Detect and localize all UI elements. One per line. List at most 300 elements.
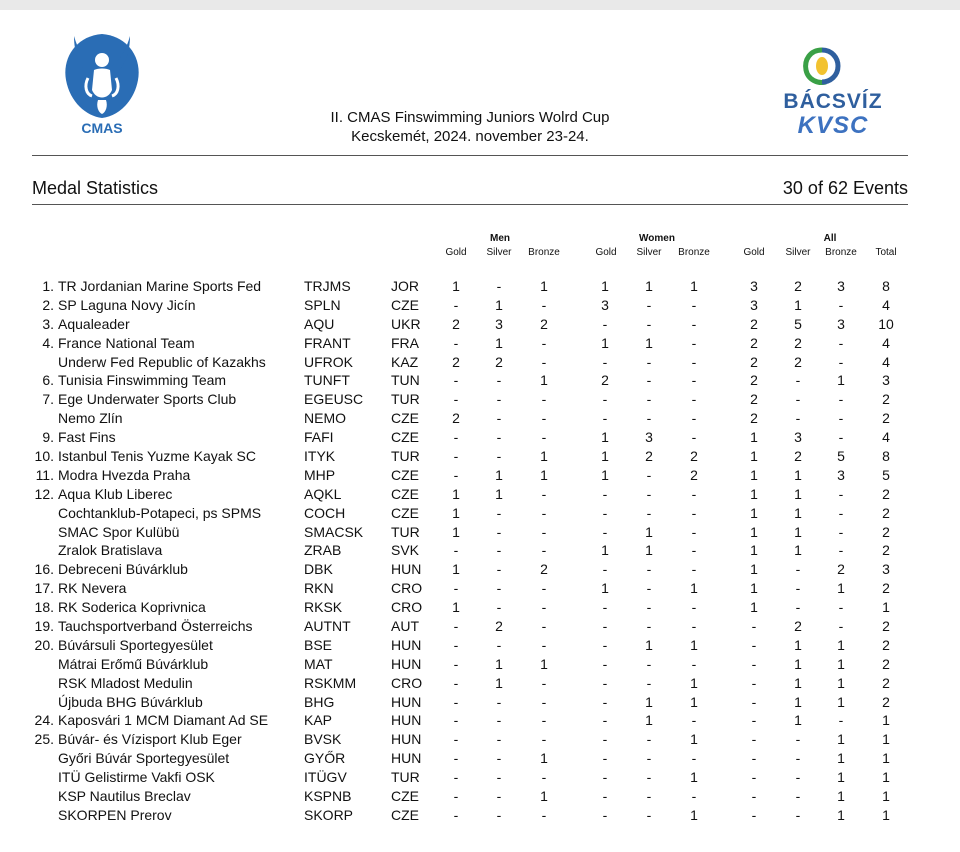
all-gold-cell: 2 xyxy=(750,334,758,351)
men-gold-cell: - xyxy=(453,769,459,786)
table-row xyxy=(0,693,960,712)
men-bronze-cell: - xyxy=(541,410,547,427)
all-bronze-cell: - xyxy=(838,334,844,351)
men-gold-cell: - xyxy=(453,466,459,483)
all-bronze-cell: 1 xyxy=(837,372,845,389)
men-gold-cell: - xyxy=(453,429,459,446)
men-silver-cell: - xyxy=(496,504,502,521)
total-cell: 1 xyxy=(882,769,890,786)
total-cell: 1 xyxy=(882,806,890,823)
all-silver-cell: - xyxy=(795,580,801,597)
men-bronze-cell: - xyxy=(541,542,547,559)
club-code-cell: SKORP xyxy=(304,806,354,823)
men-gold-cell: - xyxy=(453,448,459,465)
women-silver-cell: 1 xyxy=(645,523,653,540)
rank-cell: 2. xyxy=(42,296,54,313)
all-bronze-cell: 3 xyxy=(837,278,845,294)
bacsviz-text: BÁCSVÍZ xyxy=(783,90,883,113)
nation-cell: HUN xyxy=(391,561,422,578)
nation-cell: AUT xyxy=(391,618,419,635)
all-silver-cell: - xyxy=(795,769,801,786)
all-gold-cell: 2 xyxy=(750,391,758,408)
all-gold-cell: 1 xyxy=(750,504,758,521)
club-code-cell: RKN xyxy=(304,580,334,597)
table-row xyxy=(0,787,960,806)
club-name-cell: Nemo Zlín xyxy=(58,410,123,427)
all-silver-cell: 2 xyxy=(794,448,802,465)
men-bronze-cell: - xyxy=(541,693,547,710)
men-gold-cell: - xyxy=(453,580,459,597)
men-bronze-cell: - xyxy=(541,580,547,597)
all-gold-cell: - xyxy=(751,636,757,653)
men-silver-cell: 1 xyxy=(495,466,503,483)
nation-cell: CRO xyxy=(391,580,423,597)
section-divider xyxy=(32,204,908,205)
total-cell: 2 xyxy=(882,636,890,653)
nation-cell: JOR xyxy=(391,278,419,294)
club-code-cell: NEMO xyxy=(304,410,346,427)
all-bronze-cell: 1 xyxy=(837,674,845,691)
women-gold-cell: 1 xyxy=(601,334,609,351)
women-silver-cell: - xyxy=(646,315,652,332)
men-bronze-cell: 1 xyxy=(540,655,548,672)
rank-cell: 4. xyxy=(42,334,54,351)
table-row xyxy=(0,730,960,749)
table-row xyxy=(0,485,960,504)
club-name-cell: TR Jordanian Marine Sports Fed xyxy=(58,278,262,294)
men-gold-cell: 1 xyxy=(452,523,460,540)
women-gold-cell: - xyxy=(602,788,608,805)
women-bronze-cell: - xyxy=(691,504,697,521)
table-row xyxy=(0,560,960,579)
women-bronze-cell: - xyxy=(691,750,697,767)
men-silver-cell: - xyxy=(496,542,502,559)
club-code-cell: KSPNB xyxy=(304,788,352,805)
club-name-cell: Cochtanklub-Potapeci, ps SPMS xyxy=(58,504,262,521)
kvsc-text: KVSC xyxy=(797,112,869,139)
total-cell: 4 xyxy=(882,334,890,351)
all-gold-cell: 1 xyxy=(750,580,758,597)
men-bronze-cell: - xyxy=(541,731,547,748)
women-bronze-cell: 1 xyxy=(690,693,698,710)
total-cell: 5 xyxy=(882,466,890,483)
women-bronze-cell: 2 xyxy=(690,448,698,465)
nation-cell: CRO xyxy=(391,674,423,691)
club-code-cell: TUNFT xyxy=(304,372,350,389)
group-header-men: Men xyxy=(490,233,510,244)
all-silver-cell: - xyxy=(795,788,801,805)
all-silver-cell: 1 xyxy=(794,542,802,559)
men-gold-cell: - xyxy=(453,372,459,389)
all-bronze-cell: 1 xyxy=(837,769,845,786)
women-gold-cell: - xyxy=(602,315,608,332)
total-cell: 2 xyxy=(882,410,890,427)
all-gold-cell: 1 xyxy=(750,429,758,446)
women-gold-cell: - xyxy=(602,504,608,521)
nation-cell: TUR xyxy=(391,769,420,786)
women-gold-cell: - xyxy=(602,410,608,427)
men-silver-cell: - xyxy=(496,448,502,465)
men-bronze-cell: - xyxy=(541,618,547,635)
club-code-cell: ITYK xyxy=(304,448,336,465)
women-gold-cell: 3 xyxy=(601,296,609,313)
women-bronze-cell: - xyxy=(691,561,697,578)
nation-cell: TUR xyxy=(391,391,420,408)
all-silver-cell: 1 xyxy=(794,712,802,729)
men-gold-cell: - xyxy=(453,655,459,672)
all-gold-cell: - xyxy=(751,618,757,635)
all-bronze-cell: - xyxy=(838,353,844,370)
table-row xyxy=(0,674,960,693)
women-gold-cell: - xyxy=(602,655,608,672)
men-silver-cell: - xyxy=(496,599,502,616)
men-gold-cell: 1 xyxy=(452,485,460,502)
club-name-cell: Újbuda BHG Búvárklub xyxy=(58,693,203,710)
women-gold-cell: - xyxy=(602,712,608,729)
club-code-cell: BVSK xyxy=(304,731,342,748)
group-header-women: Women xyxy=(639,233,675,244)
all-gold-cell: - xyxy=(751,750,757,767)
subheader-men-silver: Silver xyxy=(486,247,512,258)
all-bronze-cell: 3 xyxy=(837,315,845,332)
all-bronze-cell: 1 xyxy=(837,580,845,597)
women-bronze-cell: 2 xyxy=(690,466,698,483)
all-bronze-cell: 1 xyxy=(837,655,845,672)
subheader-all-gold: Gold xyxy=(743,247,765,258)
cmas-logo-text: CMAS xyxy=(81,120,123,136)
rank-cell: 16. xyxy=(34,561,54,578)
women-gold-cell: - xyxy=(602,391,608,408)
all-silver-cell: 1 xyxy=(794,674,802,691)
table-row xyxy=(0,541,960,560)
total-cell: 2 xyxy=(882,693,890,710)
all-gold-cell: 3 xyxy=(750,296,758,313)
club-name-cell: France National Team xyxy=(58,334,195,351)
club-code-cell: ITÜGV xyxy=(304,769,347,786)
all-bronze-cell: - xyxy=(838,485,844,502)
all-bronze-cell: 1 xyxy=(837,788,845,805)
women-gold-cell: - xyxy=(602,693,608,710)
women-silver-cell: 1 xyxy=(645,693,653,710)
women-gold-cell: - xyxy=(602,353,608,370)
club-code-cell: DBK xyxy=(304,561,333,578)
bacsviz-kvsc-logo xyxy=(770,46,900,142)
all-gold-cell: - xyxy=(751,806,757,823)
women-gold-cell: - xyxy=(602,561,608,578)
table-row xyxy=(0,315,960,334)
nation-cell: CRO xyxy=(391,599,423,616)
women-gold-cell: 1 xyxy=(601,448,609,465)
all-gold-cell: 1 xyxy=(750,523,758,540)
all-gold-cell: 3 xyxy=(750,278,758,294)
men-gold-cell: - xyxy=(453,542,459,559)
rank-cell: 10. xyxy=(34,448,54,465)
total-cell: 8 xyxy=(882,278,890,294)
club-code-cell: SPLN xyxy=(304,296,341,313)
all-silver-cell: 1 xyxy=(794,485,802,502)
men-gold-cell: 1 xyxy=(452,278,460,294)
table-row xyxy=(0,579,960,598)
club-code-cell: BSE xyxy=(304,636,333,653)
total-cell: 4 xyxy=(882,353,890,370)
women-bronze-cell: 1 xyxy=(690,580,698,597)
all-bronze-cell: - xyxy=(838,599,844,616)
nation-cell: CZE xyxy=(391,429,419,446)
subheader-women-gold: Gold xyxy=(595,247,617,258)
section-title: Medal Statistics xyxy=(32,178,159,198)
event-title-line2: Kecskemét, 2024. november 23-24. xyxy=(351,128,589,145)
women-silver-cell: 1 xyxy=(645,278,653,294)
club-code-cell: BHG xyxy=(304,693,335,710)
club-code-cell: AQKL xyxy=(304,485,342,502)
all-bronze-cell: - xyxy=(838,296,844,313)
men-gold-cell: - xyxy=(453,750,459,767)
table-row xyxy=(0,768,960,787)
men-gold-cell: - xyxy=(453,334,459,351)
all-bronze-cell: 1 xyxy=(837,636,845,653)
club-name-cell: ITÜ Gelistirme Vakfi OSK xyxy=(58,769,215,786)
women-bronze-cell: - xyxy=(691,296,697,313)
total-cell: 1 xyxy=(882,788,890,805)
all-silver-cell: 2 xyxy=(794,618,802,635)
men-bronze-cell: - xyxy=(541,485,547,502)
all-bronze-cell: - xyxy=(838,429,844,446)
men-gold-cell: - xyxy=(453,391,459,408)
all-bronze-cell: - xyxy=(838,523,844,540)
table-row xyxy=(0,617,960,636)
all-gold-cell: 1 xyxy=(750,542,758,559)
club-name-cell: RK Soderica Koprivnica xyxy=(58,599,206,616)
nation-cell: CZE xyxy=(391,410,419,427)
subheader-women-silver: Silver xyxy=(636,247,662,258)
women-silver-cell: - xyxy=(646,504,652,521)
total-cell: 10 xyxy=(878,315,894,332)
all-silver-cell: 2 xyxy=(794,278,802,294)
event-title-line1: II. CMAS Finswimming Juniors Wolrd Cup xyxy=(330,109,610,126)
all-bronze-cell: 1 xyxy=(837,731,845,748)
table-row xyxy=(0,371,960,390)
nation-cell: CZE xyxy=(391,504,419,521)
all-silver-cell: 5 xyxy=(794,315,802,332)
men-gold-cell: 2 xyxy=(452,315,460,332)
women-gold-cell: - xyxy=(602,806,608,823)
men-bronze-cell: - xyxy=(541,504,547,521)
all-silver-cell: 3 xyxy=(794,429,802,446)
women-silver-cell: - xyxy=(646,618,652,635)
women-bronze-cell: - xyxy=(691,523,697,540)
club-name-cell: RSK Mladost Medulin xyxy=(58,674,193,691)
women-bronze-cell: 1 xyxy=(690,278,698,294)
medal-table xyxy=(0,277,960,825)
all-silver-cell: - xyxy=(795,372,801,389)
men-bronze-cell: 1 xyxy=(540,788,548,805)
women-bronze-cell: - xyxy=(691,334,697,351)
club-name-cell: SP Laguna Novy Jicín xyxy=(58,296,196,313)
all-bronze-cell: - xyxy=(838,618,844,635)
women-gold-cell: 1 xyxy=(601,542,609,559)
total-cell: 3 xyxy=(882,561,890,578)
club-name-cell: Búvár- és Vízisport Klub Eger xyxy=(58,731,242,748)
men-bronze-cell: - xyxy=(541,769,547,786)
women-gold-cell: 1 xyxy=(601,580,609,597)
rank-cell: 20. xyxy=(34,636,54,653)
men-bronze-cell: - xyxy=(541,429,547,446)
women-gold-cell: 2 xyxy=(601,372,609,389)
club-name-cell: Mátrai Erőmű Búvárklub xyxy=(58,655,209,672)
table-row xyxy=(0,749,960,768)
women-bronze-cell: - xyxy=(691,410,697,427)
women-silver-cell: - xyxy=(646,788,652,805)
nation-cell: SVK xyxy=(391,542,420,559)
men-silver-cell: 2 xyxy=(495,353,503,370)
rank-cell: 12. xyxy=(34,485,54,502)
club-code-cell: KAP xyxy=(304,712,333,729)
nation-cell: HUN xyxy=(391,712,422,729)
men-bronze-cell: - xyxy=(541,636,547,653)
men-bronze-cell: 1 xyxy=(540,466,548,483)
women-bronze-cell: - xyxy=(691,618,697,635)
subheader-men-gold: Gold xyxy=(445,247,467,258)
women-silver-cell: 1 xyxy=(645,334,653,351)
table-row xyxy=(0,428,960,447)
women-gold-cell: 1 xyxy=(601,429,609,446)
men-silver-cell: - xyxy=(496,750,502,767)
club-name-cell: KSP Nautilus Breclav xyxy=(58,788,191,805)
total-cell: 2 xyxy=(882,542,890,559)
women-silver-cell: 1 xyxy=(645,636,653,653)
all-gold-cell: - xyxy=(751,674,757,691)
club-code-cell: AQU xyxy=(304,315,335,332)
all-bronze-cell: 1 xyxy=(837,693,845,710)
men-bronze-cell: - xyxy=(541,296,547,313)
rank-cell: 24. xyxy=(34,712,54,729)
men-bronze-cell: - xyxy=(541,391,547,408)
group-header-all: All xyxy=(823,233,837,244)
table-row xyxy=(0,806,960,825)
all-gold-cell: 1 xyxy=(750,599,758,616)
men-silver-cell: 2 xyxy=(495,618,503,635)
all-gold-cell: 1 xyxy=(750,448,758,465)
women-gold-cell: 1 xyxy=(601,278,609,294)
men-bronze-cell: - xyxy=(541,334,547,351)
women-bronze-cell: - xyxy=(691,599,697,616)
club-code-cell: COCH xyxy=(304,504,346,521)
total-cell: 2 xyxy=(882,618,890,635)
club-name-cell: Modra Hvezda Praha xyxy=(58,466,191,483)
rank-cell: 18. xyxy=(34,599,54,616)
nation-cell: CZE xyxy=(391,788,419,805)
men-silver-cell: 1 xyxy=(495,674,503,691)
men-silver-cell: 1 xyxy=(495,296,503,313)
men-silver-cell: - xyxy=(496,580,502,597)
all-gold-cell: 2 xyxy=(750,372,758,389)
all-bronze-cell: - xyxy=(838,504,844,521)
all-gold-cell: 1 xyxy=(750,485,758,502)
women-silver-cell: - xyxy=(646,391,652,408)
all-silver-cell: 1 xyxy=(794,693,802,710)
women-bronze-cell: 1 xyxy=(690,731,698,748)
club-name-cell: Aqua Klub Liberec xyxy=(58,485,173,502)
table-row xyxy=(0,523,960,542)
all-gold-cell: - xyxy=(751,769,757,786)
total-cell: 1 xyxy=(882,750,890,767)
women-silver-cell: - xyxy=(646,485,652,502)
men-silver-cell: - xyxy=(496,788,502,805)
all-gold-cell: 1 xyxy=(750,561,758,578)
club-code-cell: AUTNT xyxy=(304,618,351,635)
men-silver-cell: - xyxy=(496,769,502,786)
total-cell: 2 xyxy=(882,523,890,540)
nation-cell: TUR xyxy=(391,523,420,540)
nation-cell: HUN xyxy=(391,731,422,748)
all-silver-cell: - xyxy=(795,561,801,578)
events-count: 30 of 62 Events xyxy=(782,178,908,198)
club-code-cell: FRANT xyxy=(304,334,351,351)
women-silver-cell: - xyxy=(646,806,652,823)
men-bronze-cell: 1 xyxy=(540,448,548,465)
club-name-cell: Underw Fed Republic of Kazakhs xyxy=(58,353,266,370)
men-bronze-cell: 2 xyxy=(540,561,548,578)
women-silver-cell: - xyxy=(646,561,652,578)
women-silver-cell: - xyxy=(646,580,652,597)
club-code-cell: MHP xyxy=(304,466,336,483)
table-row xyxy=(0,598,960,617)
men-silver-cell: - xyxy=(496,429,502,446)
men-silver-cell: 1 xyxy=(495,655,503,672)
table-row xyxy=(0,504,960,523)
table-row xyxy=(0,466,960,485)
women-gold-cell: 1 xyxy=(601,466,609,483)
women-gold-cell: - xyxy=(602,731,608,748)
men-gold-cell: - xyxy=(453,674,459,691)
subheader-men-bronze: Bronze xyxy=(528,247,560,258)
women-silver-cell: - xyxy=(646,655,652,672)
subheader-all-silver: Silver xyxy=(785,247,811,258)
all-bronze-cell: - xyxy=(838,712,844,729)
mermaid-icon xyxy=(58,30,146,120)
nation-cell: FRA xyxy=(391,334,419,351)
header-divider xyxy=(32,155,908,156)
club-code-cell: UFROK xyxy=(304,353,353,370)
women-silver-cell: 3 xyxy=(645,429,653,446)
all-silver-cell: - xyxy=(795,806,801,823)
women-bronze-cell: - xyxy=(691,315,697,332)
men-silver-cell: - xyxy=(496,278,502,294)
women-silver-cell: - xyxy=(646,353,652,370)
all-gold-cell: 2 xyxy=(750,353,758,370)
men-bronze-cell: - xyxy=(541,674,547,691)
women-silver-cell: - xyxy=(646,731,652,748)
rank-cell: 17. xyxy=(34,580,54,597)
all-bronze-cell: 2 xyxy=(837,561,845,578)
men-silver-cell: - xyxy=(496,636,502,653)
men-gold-cell: - xyxy=(453,712,459,729)
total-cell: 4 xyxy=(882,429,890,446)
cmas-logo xyxy=(58,30,146,142)
total-cell: 4 xyxy=(882,296,890,313)
total-cell: 1 xyxy=(882,712,890,729)
men-silver-cell: - xyxy=(496,410,502,427)
women-gold-cell: - xyxy=(602,523,608,540)
men-silver-cell: - xyxy=(496,561,502,578)
club-code-cell: RSKMM xyxy=(304,674,357,691)
men-bronze-cell: - xyxy=(541,712,547,729)
all-silver-cell: 1 xyxy=(794,636,802,653)
subheader-women-bronze: Bronze xyxy=(678,247,710,258)
total-cell: 1 xyxy=(882,731,890,748)
total-cell: 2 xyxy=(882,655,890,672)
women-silver-cell: - xyxy=(646,410,652,427)
